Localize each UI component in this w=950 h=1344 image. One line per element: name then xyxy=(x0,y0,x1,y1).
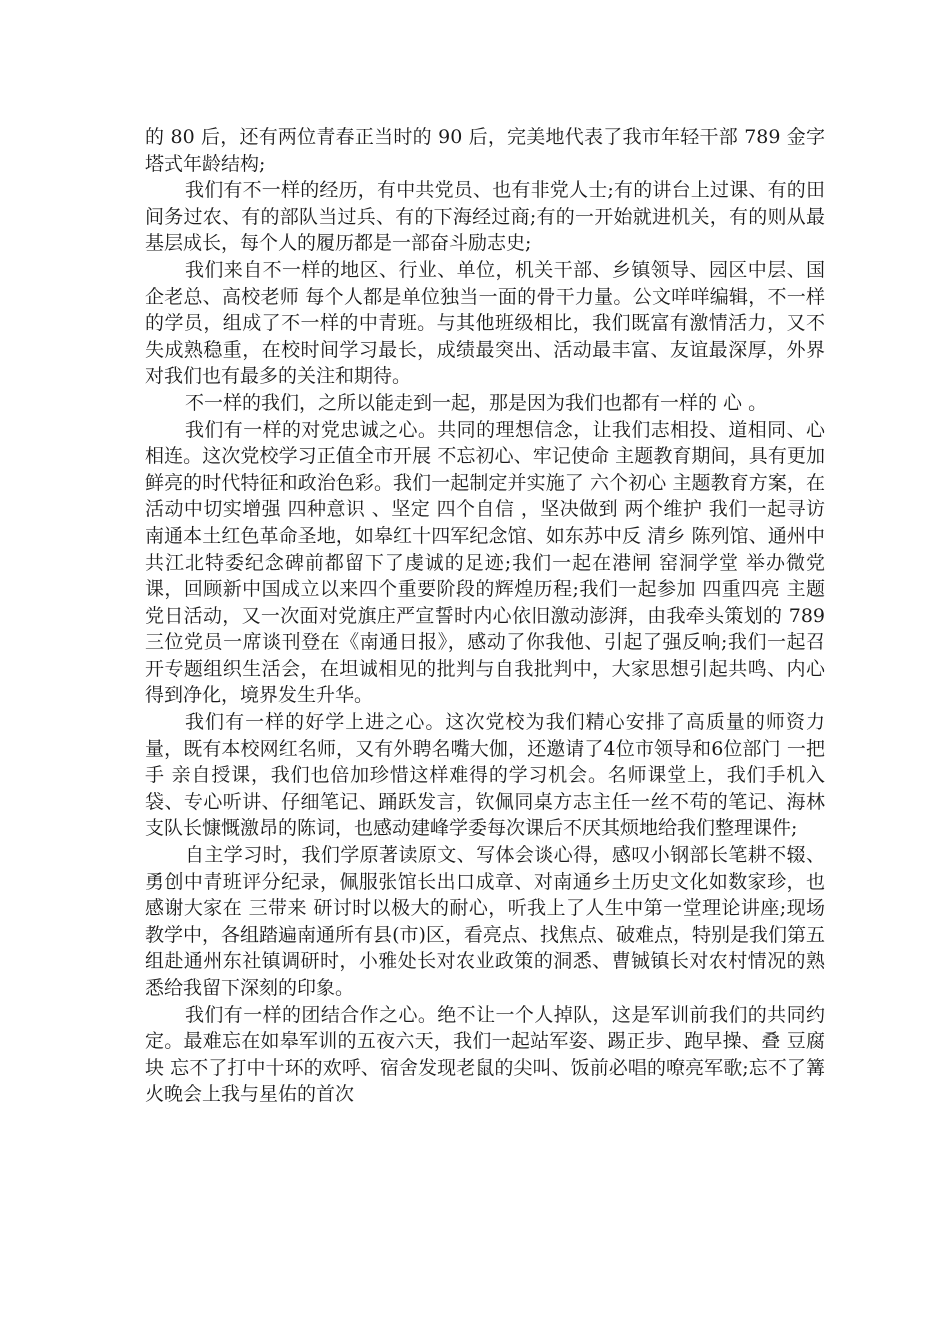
paragraph-3: 我们来自不一样的地区、行业、单位，机关干部、乡镇领导、园区中层、国企老总、高校老师 每个人都是单位独当一面的骨干力量。公文咩咩编辑，不一样的学员，组成了不一样的中青班。与其他班级相比，我们既富有激情活力，又不失成熟稳重，在校时间学习最长，成绩最突出、活动最丰富、友谊最深厚，外界对我们也有最多的关注和期待。 xyxy=(145,258,825,388)
paragraph-8: 我们有一样的团结合作之心。绝不让一个人掉队，这是军训前我们的共同约定。最难忘在如皋军训的五夜六天，我们一起站军姿、踢正步、跑早操、叠 豆腐块 忘不了打中十环的欢呼、宿舍发现老鼠的尖叫、饭前必唱的嘹亮军歌;忘不了篝火晚会上我与星佑的首次 xyxy=(145,1003,825,1106)
paragraph-4: 不一样的我们，之所以能走到一起，那是因为我们也都有一样的 心 。 xyxy=(185,391,768,414)
paragraph-6: 我们有一样的好学上进之心。这次党校为我们精心安排了高质量的师资力量，既有本校网红名师，又有外聘名嘴大伽，还邀请了4位市领导和6位部门 一把手 亲自授课，我们也倍加珍惜这样难得的学习机会。名师课堂上，我们手机入袋、专心听讲、仔细笔记、踊跃发言，钦佩同桌方志主任一丝不苟的笔记、海林支队长慷慨激昂的陈词，也感动建峰学委每次课后不厌其烦地给我们整理课件; xyxy=(145,711,825,840)
paragraph-1: 的 80 后，还有两位青春正当时的 90 后，完美地代表了我市年轻干部 789 金字塔式年龄结构; xyxy=(145,126,825,175)
document-body xyxy=(145,124,825,1108)
paragraph-5: 我们有一样的对党忠诚之心。共同的理想信念，让我们志相投、道相同、心相连。这次党校学习正值全市开展 不忘初心、牢记使命 主题教育期间，具有更加鲜亮的时代特征和政治色彩。我们一起制定并实施了 六个初心 主题教育方案，在活动中切实增强 四种意识 、坚定 四个自信 ，坚决做到 两个维护 我们一起寻访南通本土红色革命圣地，如皋红十四军纪念馆、如东苏中反 清乡 陈列馆、通州中共江北特委纪念碑前都留下了虔诚的足迹;我们一起在港闸 窑洞学堂 举办微党课，回顾新中国成立以来四个重要阶段的辉煌历程;我们一起参加 四重四亮 主题党日活动，又一次面对党旗庄严宣誓时内心依旧激动澎湃，由我牵头策划的 789 三位党员一席谈刊登在《南通日报》，感动了你我他、引起了强反响;我们一起召开专题组织生活会，在坦诚相见的批判与自我批判中，大家思想引起共鸣、内心得到净化，境界发生升华。 xyxy=(145,418,825,707)
paragraph-7: 自主学习时，我们学原著读原文、写体会谈心得，感叹小钢部长笔耕不辍、勇创中青班评分纪录，佩服张馆长出口成章、对南通乡土历史文化如数家珍，也感谢大家在 三带来 研讨时以极大的耐心，听我上了人生中第一堂理论讲座;现场教学中，各组踏遍南通所有县(市)区，看亮点、找焦点、破难点，特别是我们第五组赴通州东社镇调研时，小雅处长对农业政策的洞悉、曹铖镇长对农村情况的熟悉给我留下深刻的印象。 xyxy=(145,844,825,999)
paragraph-2: 我们有不一样的经历，有中共党员、也有非党人士;有的讲台上过课、有的田间务过农、有的部队当过兵、有的下海经过商;有的一开始就进机关，有的则从最基层成长，每个人的履历都是一部奋斗励志史; xyxy=(145,179,825,255)
